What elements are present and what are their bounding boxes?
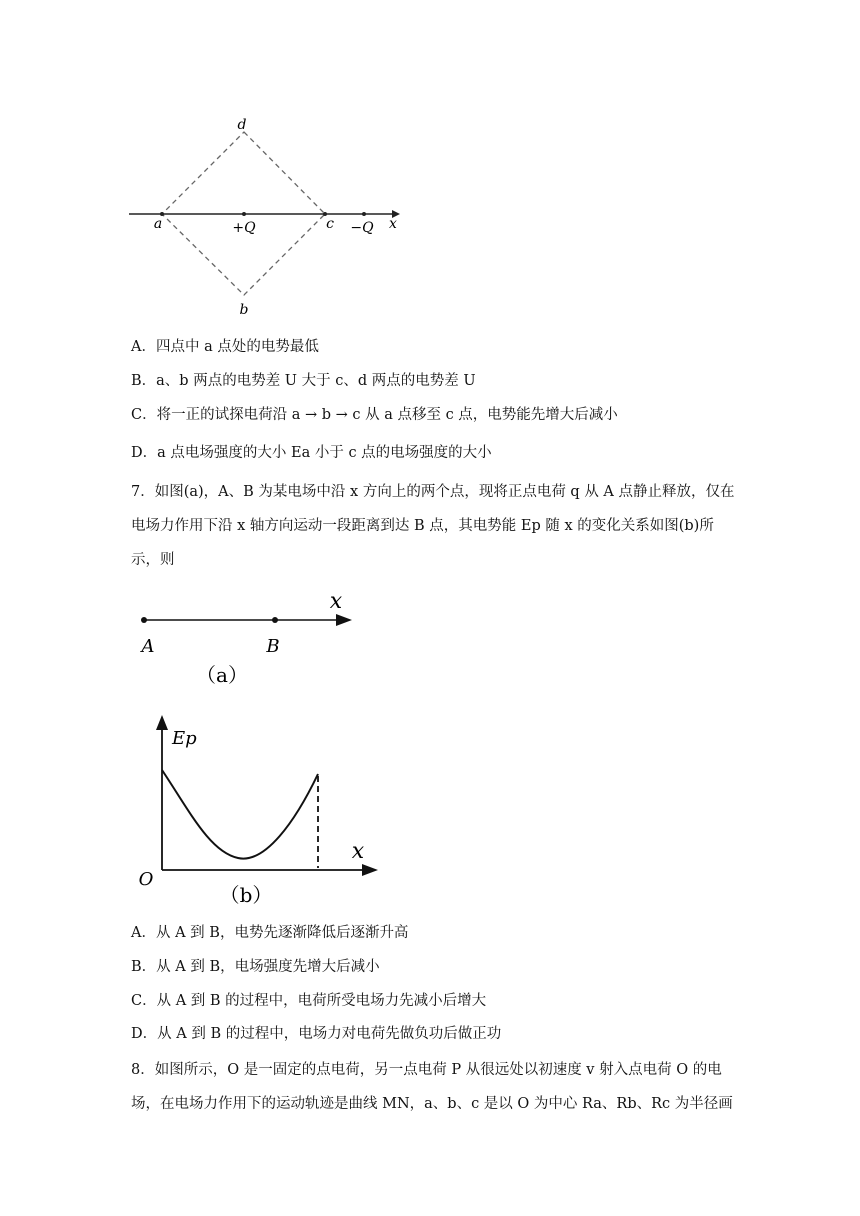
q7-option-b: B．从 A 到 B，电场强度先增大后减小 [131, 959, 380, 975]
fig-a-label-a: A [141, 636, 155, 657]
label-d: d [237, 117, 247, 133]
q7-option-a: A．从 A 到 B，电势先逐渐降低后逐渐升高 [131, 925, 409, 941]
fig-a-arrow [336, 614, 352, 626]
label-plus-q: +Q [232, 220, 256, 236]
q7-stem: 7．如图(a)，A、B 为某电场中沿 x 方向上的两个点，现将正点电荷 q 从 A 点静止释放，仅在电场力作用下沿 x 轴方向运动一段距离到达 B 点，其电势能 Ep 随 x 的变化关系如图(b)所示，则 [131, 484, 735, 568]
q6-option-a: A．四点中 a 点处的电势最低 [131, 339, 319, 355]
label-b: b [239, 302, 249, 318]
q6-option-b: B．a、b 两点的电势差 U 大于 c、d 两点的电势差 U [131, 373, 476, 389]
label-c: c [326, 216, 334, 232]
fig-a-point-a [141, 617, 147, 623]
label-minus-q: −Q [350, 220, 374, 236]
fig-a-label-b: B [266, 636, 280, 657]
rhombus-charge-figure [120, 112, 410, 322]
label-x: x [389, 216, 397, 232]
fig-b-caption: （b） [219, 883, 273, 907]
fig-b-label-ep: Ep [172, 728, 197, 749]
fig-b-ep-curve [162, 770, 318, 859]
figure-a-axis [130, 588, 370, 688]
q7-option-d: D．从 A 到 B 的过程中，电场力对电荷先做负功后做正功 [131, 1026, 502, 1042]
fig-a-label-x: x [329, 589, 343, 614]
fig-b-x-arrow [362, 864, 378, 876]
label-a: a [153, 216, 163, 232]
plus-q-dot [242, 212, 246, 216]
q6-option-c: C．将一正的试探电荷沿 a → b → c 从 a 点移至 c 点，电势能先增大后减小 [131, 407, 618, 423]
fig-b-y-arrow [156, 715, 168, 730]
fig-b-label-x: x [351, 839, 365, 864]
minus-q-dot [362, 212, 366, 216]
fig-b-label-o: O [138, 869, 154, 890]
fig-a-point-b [272, 617, 278, 623]
figure-b-ep-graph [130, 712, 390, 912]
q8-stem: 8．如图所示，O 是一固定的点电荷，另一点电荷 P 从很远处以初速度 v 射入点电荷 O 的电场，在电场力作用下的运动轨迹是曲线 MN，a、b、c 是以 O 为中心 Ra、Rb、Rc 为半径画 [131, 1062, 733, 1112]
q6-option-d: D．a 点电场强度的大小 Ea 小于 c 点的电场强度的大小 [131, 445, 492, 461]
fig-a-caption: （a） [196, 663, 248, 687]
q7-option-c: C．从 A 到 B 的过程中，电荷所受电场力先减小后增大 [131, 993, 487, 1009]
